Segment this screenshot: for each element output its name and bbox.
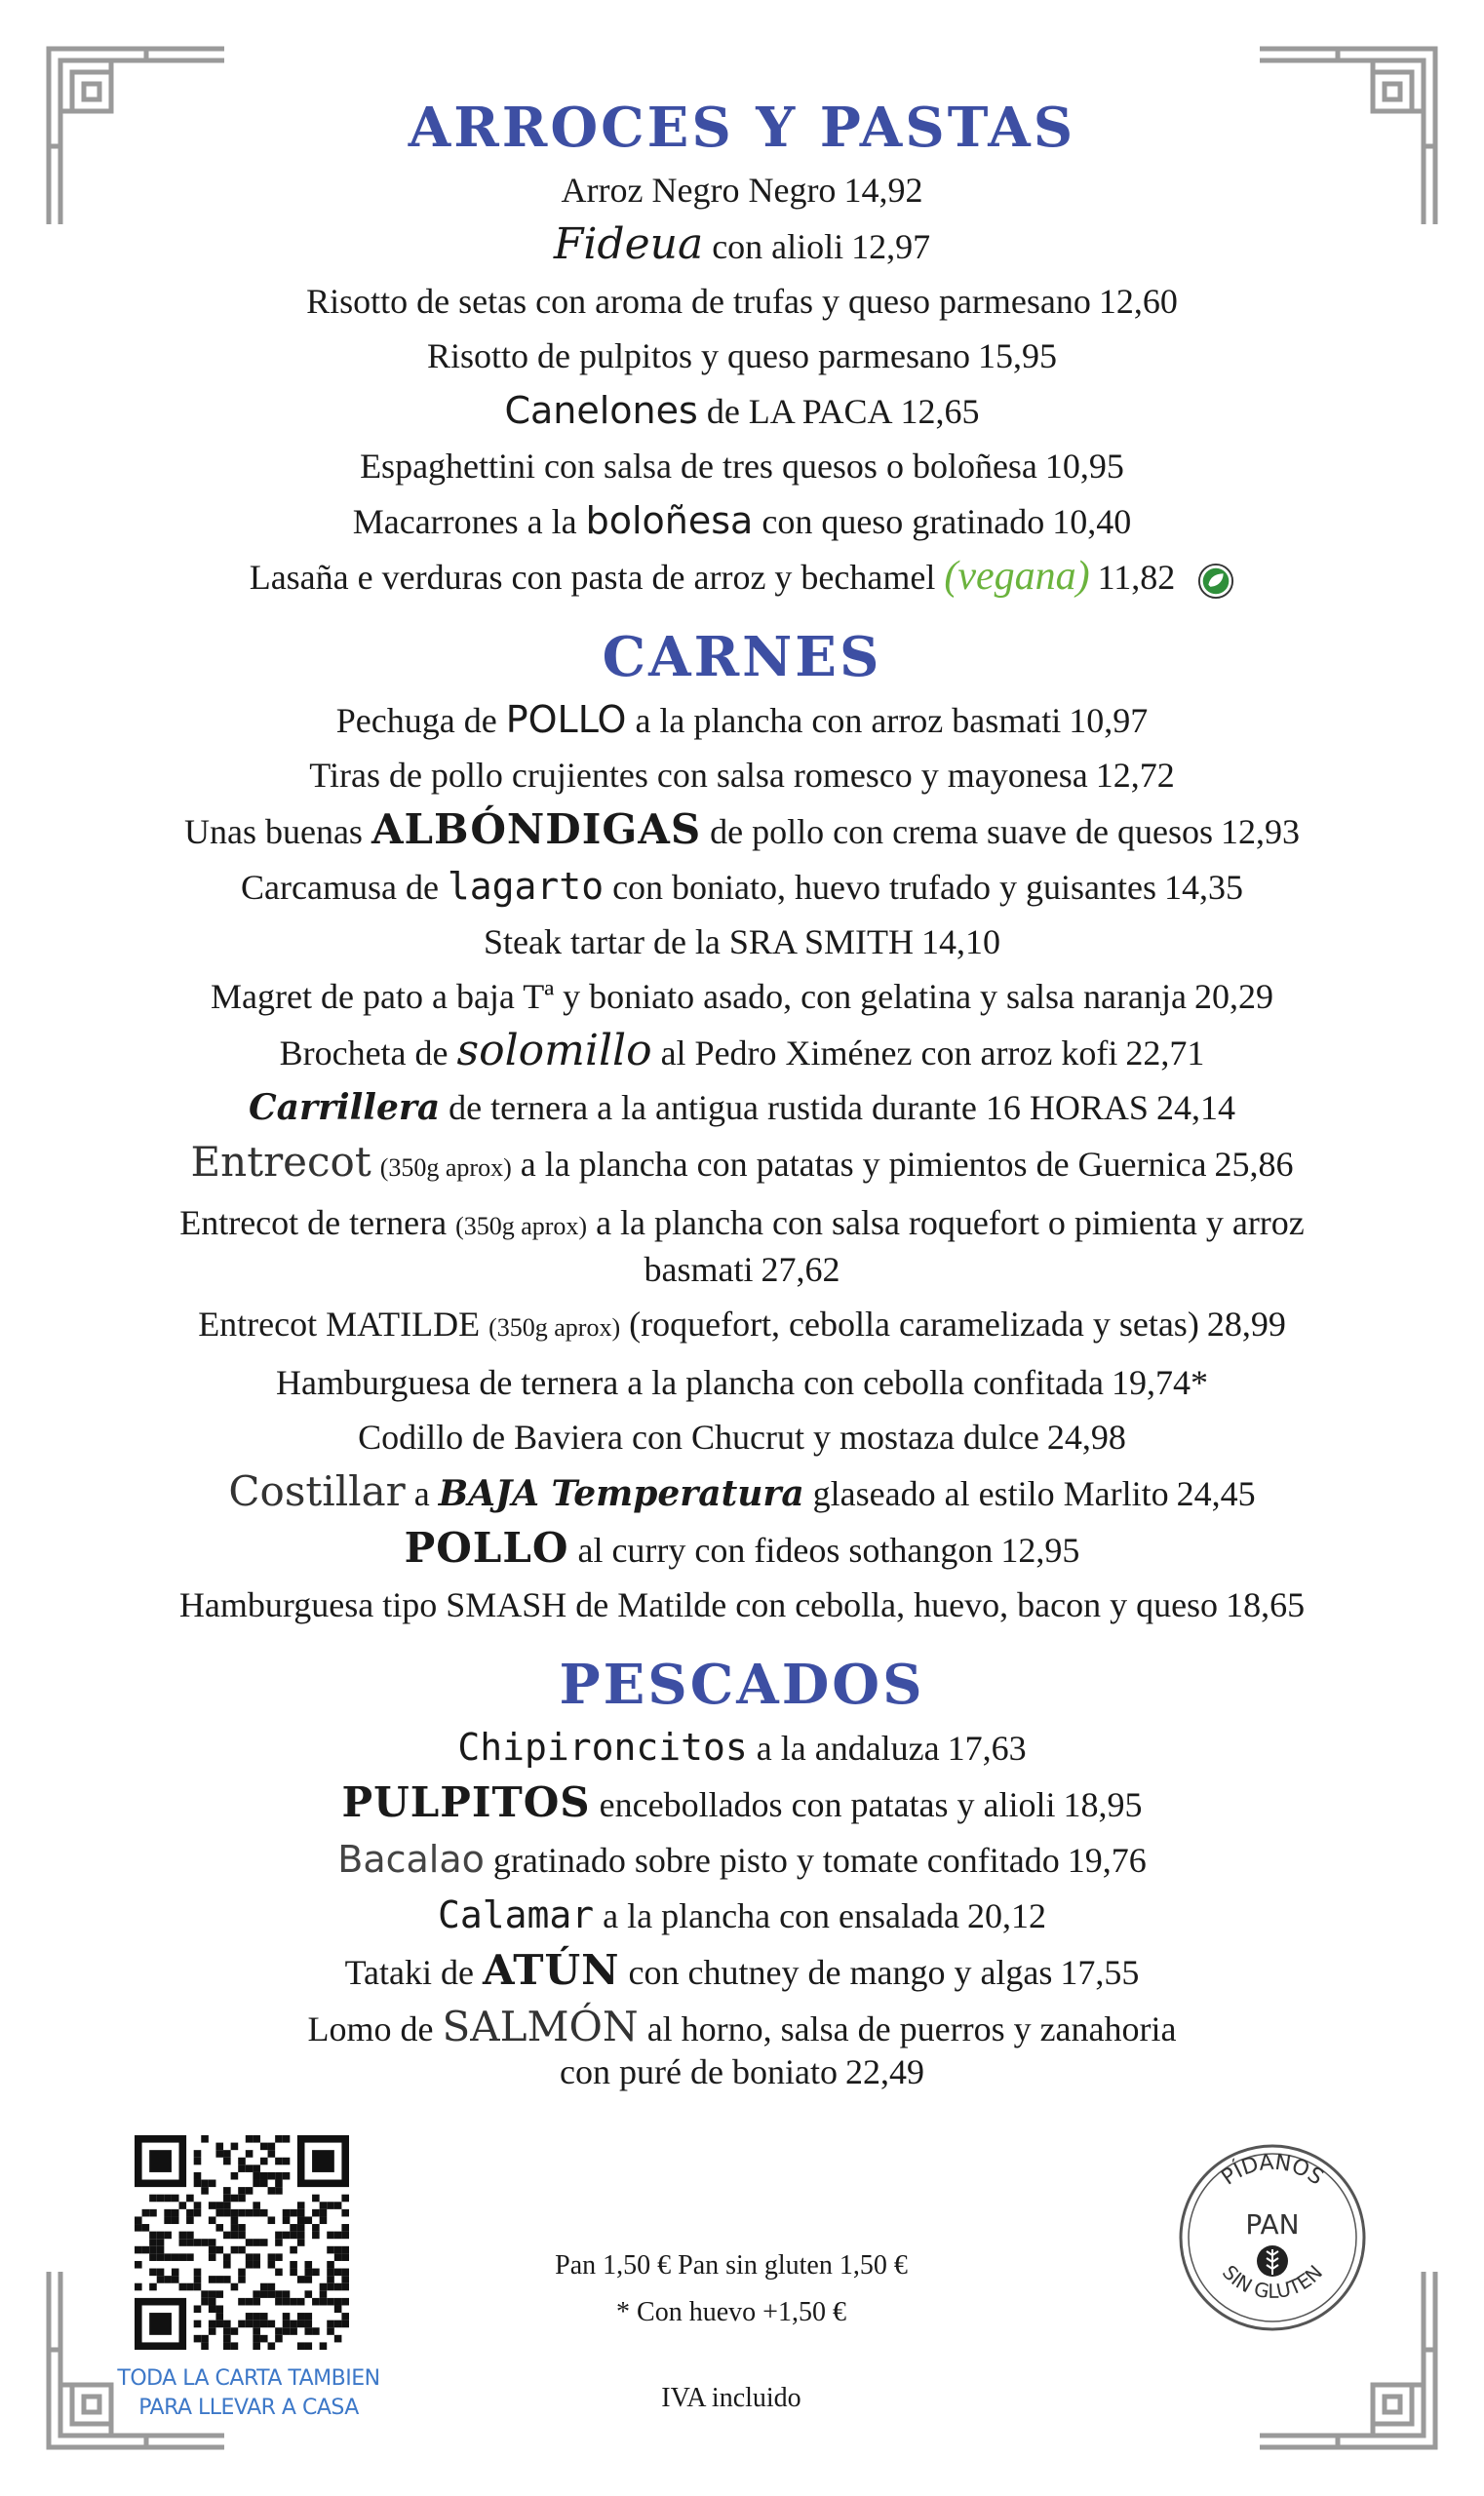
menu-item: Entrecot de ternera (350g aprox) a la plancha con salsa roquefort o pimienta y arroz basmati 27,62 bbox=[179, 1203, 1305, 1289]
menu-item: PULPITOS encebollados con patatas y alioli 18,95 bbox=[341, 1778, 1143, 1826]
gluten-free-bread-stamp bbox=[1175, 2140, 1370, 2335]
bread-note: Pan 1,50 € Pan sin gluten 1,50 € bbox=[555, 2250, 908, 2281]
pescados-list bbox=[78, 1720, 1406, 2099]
menu-item: Costillar a BAJA Temperatura glaseado al estilo Marlito 24,45 bbox=[228, 1467, 1256, 1515]
arroces-list bbox=[78, 163, 1406, 604]
menu-item: Chipironcitos a la andaluza 17,63 bbox=[457, 1726, 1027, 1769]
section-title-carnes: CARNES bbox=[602, 625, 882, 689]
menu-content bbox=[78, 93, 1406, 2099]
stamp-bottom-text: SIN GLUTEN bbox=[1218, 2260, 1328, 2304]
menu-item: Risotto de setas con aroma de trufas y queso parmesano 12,60 bbox=[306, 282, 1178, 321]
vegan-leaf-icon bbox=[1197, 563, 1234, 600]
menu-item: Risotto de pulpitos y queso parmesano 15,95 bbox=[427, 336, 1057, 375]
menu-item: Lomo de SALMÓN al horno, salsa de puerros y zanahoria con puré de boniato 22,49 bbox=[307, 2003, 1177, 2091]
menu-item: Carrillera de ternera a la antigua rustida durante 16 HORAS 24,14 bbox=[249, 1087, 1235, 1128]
menu-item: Hamburguesa de ternera a la plancha con cebolla confitada 19,74* bbox=[276, 1363, 1208, 1402]
menu-item: Pechuga de POLLO a la plancha con arroz basmati 10,97 bbox=[335, 698, 1149, 741]
menu-item: Macarrones a la boloñesa con queso gratinado 10,40 bbox=[352, 499, 1132, 542]
menu-item: Fideua con alioli 12,97 bbox=[553, 219, 931, 269]
section-title-pescados: PESCADOS bbox=[559, 1653, 925, 1717]
takeaway-note: TODA LA CARTA TAMBIEN PARA LLEVAR A CASA bbox=[117, 2366, 380, 2420]
menu-item: Entrecot (350g aprox) a la plancha con patatas y pimientos de Guernica 25,86 bbox=[190, 1138, 1294, 1186]
stamp-middle-text: PAN bbox=[1245, 2208, 1300, 2241]
menu-item: Arroz Negro Negro 14,92 bbox=[561, 171, 923, 210]
menu-item: Brocheta de solomillo al Pedro Ximénez con arroz kofi 22,71 bbox=[279, 1026, 1205, 1075]
qr-code-icon[interactable] bbox=[135, 2135, 349, 2350]
carnes-list bbox=[78, 692, 1406, 1632]
menu-item: Bacalao gratinado sobre pisto y tomate confitado 19,76 bbox=[337, 1838, 1147, 1881]
menu-item: Calamar a la plancha con ensalada 20,12 bbox=[438, 1893, 1046, 1936]
iva-note: IVA incluido bbox=[661, 2383, 801, 2413]
menu-item: Unas buenas ALBÓNDIGAS de pollo con crema suave de quesos 12,93 bbox=[183, 805, 1301, 853]
egg-note: * Con huevo +1,50 € bbox=[616, 2297, 846, 2327]
wheat-icon bbox=[1257, 2245, 1288, 2277]
menu-item: Hamburguesa tipo SMASH de Matilde con cebolla, huevo, bacon y queso 18,65 bbox=[178, 1585, 1306, 1624]
menu-item: Entrecot MATILDE (350g aprox) (roquefort, cebolla caramelizada y setas) 28,99 bbox=[198, 1305, 1286, 1344]
menu-item: Steak tartar de la SRA SMITH 14,10 bbox=[484, 922, 1000, 961]
menu-item: Magret de pato a baja Tª y boniato asado, con gelatina y salsa naranja 20,29 bbox=[211, 977, 1273, 1016]
menu-item: Canelones de LA PACA 12,65 bbox=[504, 389, 980, 432]
section-title-arroces: ARROCES Y PASTAS bbox=[408, 96, 1076, 160]
menu-item: Tiras de pollo crujientes con salsa romesco y mayonesa 12,72 bbox=[309, 756, 1175, 795]
stamp-top-text: PÍDANOS bbox=[1217, 2150, 1328, 2191]
menu-item: Carcamusa de lagarto con boniato, huevo trufado y guisantes 14,35 bbox=[241, 865, 1243, 908]
menu-item: POLLO al curry con fideos sothangon 12,95 bbox=[404, 1524, 1080, 1572]
menu-item: Codillo de Baviera con Chucrut y mostaza dulce 24,98 bbox=[358, 1418, 1126, 1457]
menu-item: Espaghettini con salsa de tres quesos o boloñesa 10,95 bbox=[360, 447, 1124, 486]
footer-notes bbox=[429, 2242, 1034, 2422]
menu-item: Tataki de ATÚN con chutney de mango y algas 17,55 bbox=[344, 1946, 1140, 1994]
menu-item: Lasaña e verduras con pasta de arroz y bechamel (vegana) 11,82 bbox=[78, 549, 1406, 604]
